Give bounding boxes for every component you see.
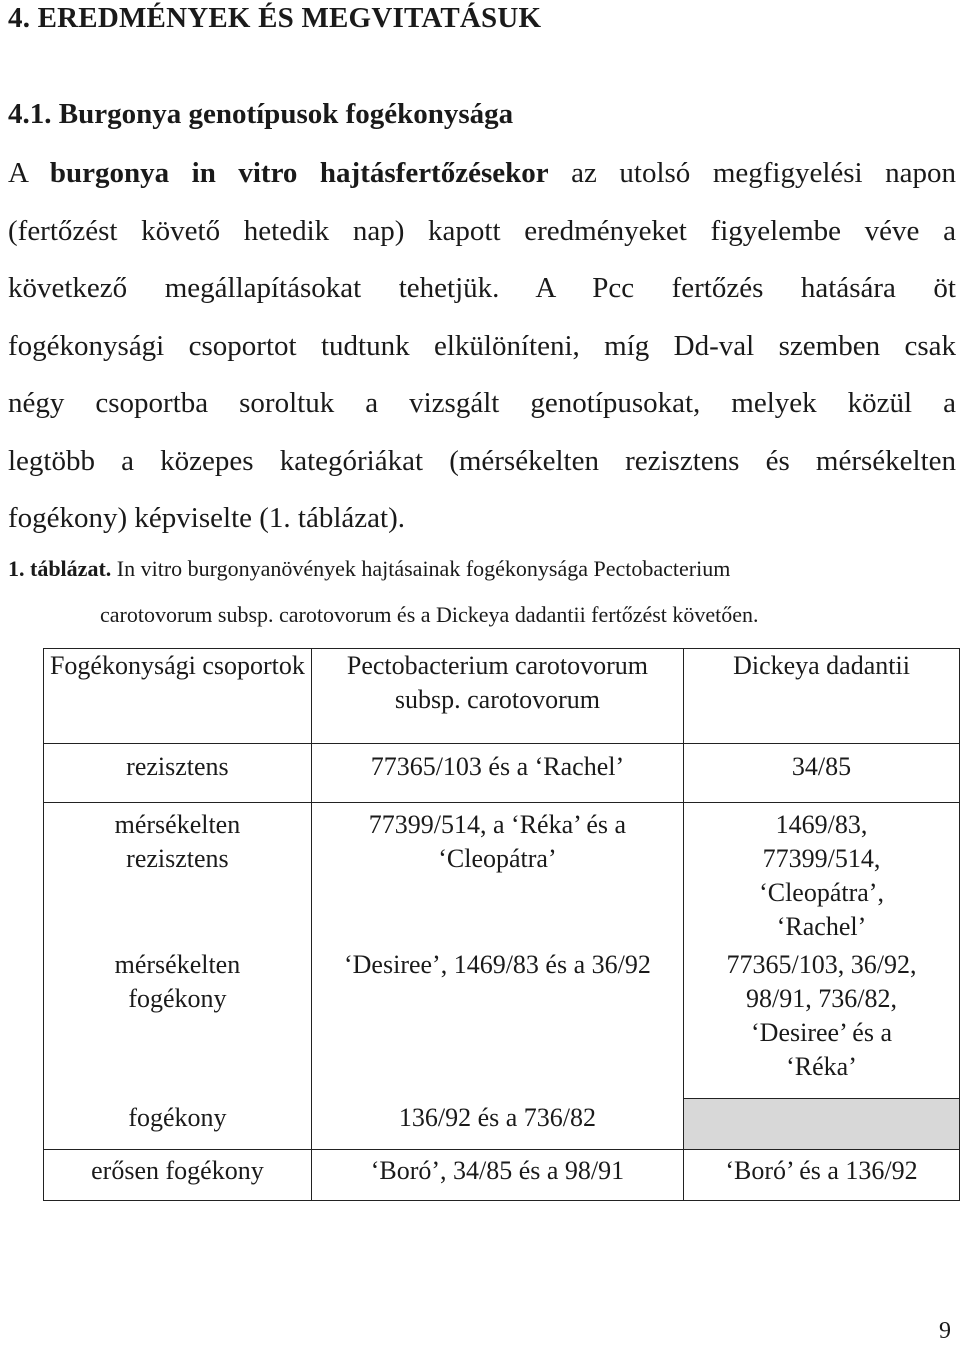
table-cell: ‘Boró’, 34/85 és a 98/91 [311,1149,683,1200]
table-cell: 77399/514, a ‘Réka’ és a ‘Cleopátra’ [311,803,683,949]
table-cell: ‘Desiree’, 1469/83 és a 36/92 [311,948,683,1099]
section-heading: 4. EREDMÉNYEK ÉS MEGVITATÁSUK [8,2,542,34]
table-row [44,1149,960,1200]
subsection-heading: 4.1. Burgonya genotípusok fogékonysága [8,98,514,130]
table-cell: 136/92 és a 736/82 [311,1099,683,1150]
paragraph-line-3: következő megállapításokat tehetjük. A Pcc fertőzés hatására öt [8,272,956,304]
table-cell: mérsékelten fogékony [44,948,312,1099]
table-cell: erősen fogékony [44,1149,312,1200]
paragraph-line-6: legtöbb a közepes kategóriákat (mérsékelten rezisztens és mérsékelten [8,445,956,477]
header-cell-pcc: Pectobacterium carotovorum subsp. carotovorum [311,649,683,744]
table-caption [8,554,730,584]
table-cell: 77365/103, 36/92, 98/91, 736/82, ‘Desiree’ és a ‘Réka’ [684,948,960,1099]
paragraph-line-7: fogékony) képviselte (1. táblázat). [8,502,405,534]
table-cell: 1469/83, 77399/514, ‘Cleopátra’, ‘Rachel’ [684,803,960,949]
table-cell: 34/85 [684,744,960,803]
table-cell: 77365/103 és a ‘Rachel’ [311,744,683,803]
header-cell-dd: Dickeya dadantii [684,649,960,744]
paragraph-line-1: A burgonya in vitro hajtásfertőzésekor az utolsó megfigyelési napon [8,157,956,189]
table-cell: mérsékelten rezisztens [44,803,312,949]
table-header-row [44,649,960,744]
table-row [44,744,960,803]
table-cell: fogékony [44,1099,312,1150]
paragraph-line-2: (fertőzést követő hetedik nap) kapott eredményeket figyelembe véve a [8,215,956,247]
header-cell-groups: Fogékonysági csoportok [44,649,312,744]
table-row [44,1099,960,1150]
susceptibility-table [43,648,960,1201]
table-cell-empty [684,1099,960,1150]
table-caption-continued: carotovorum subsp. carotovorum és a Dickeya dadantii fertőzést követően. [100,602,759,627]
paragraph-line-4: fogékonysági csoportot tudtunk elkülöníteni, míg Dd-val szemben csak [8,330,956,362]
paragraph-line-5: négy csoportba soroltuk a vizsgált genotípusokat, melyek közül a [8,387,956,419]
table-cell: ‘Boró’ és a 136/92 [684,1149,960,1200]
table-row [44,803,960,949]
page-number: 9 [939,1318,951,1344]
table-row [44,948,960,1099]
table-caption-text: In vitro burgonyanövények hajtásainak fogékonysága Pectobacterium [111,556,731,581]
table-caption-label: 1. táblázat. [8,556,112,581]
table-cell: rezisztens [44,744,312,803]
